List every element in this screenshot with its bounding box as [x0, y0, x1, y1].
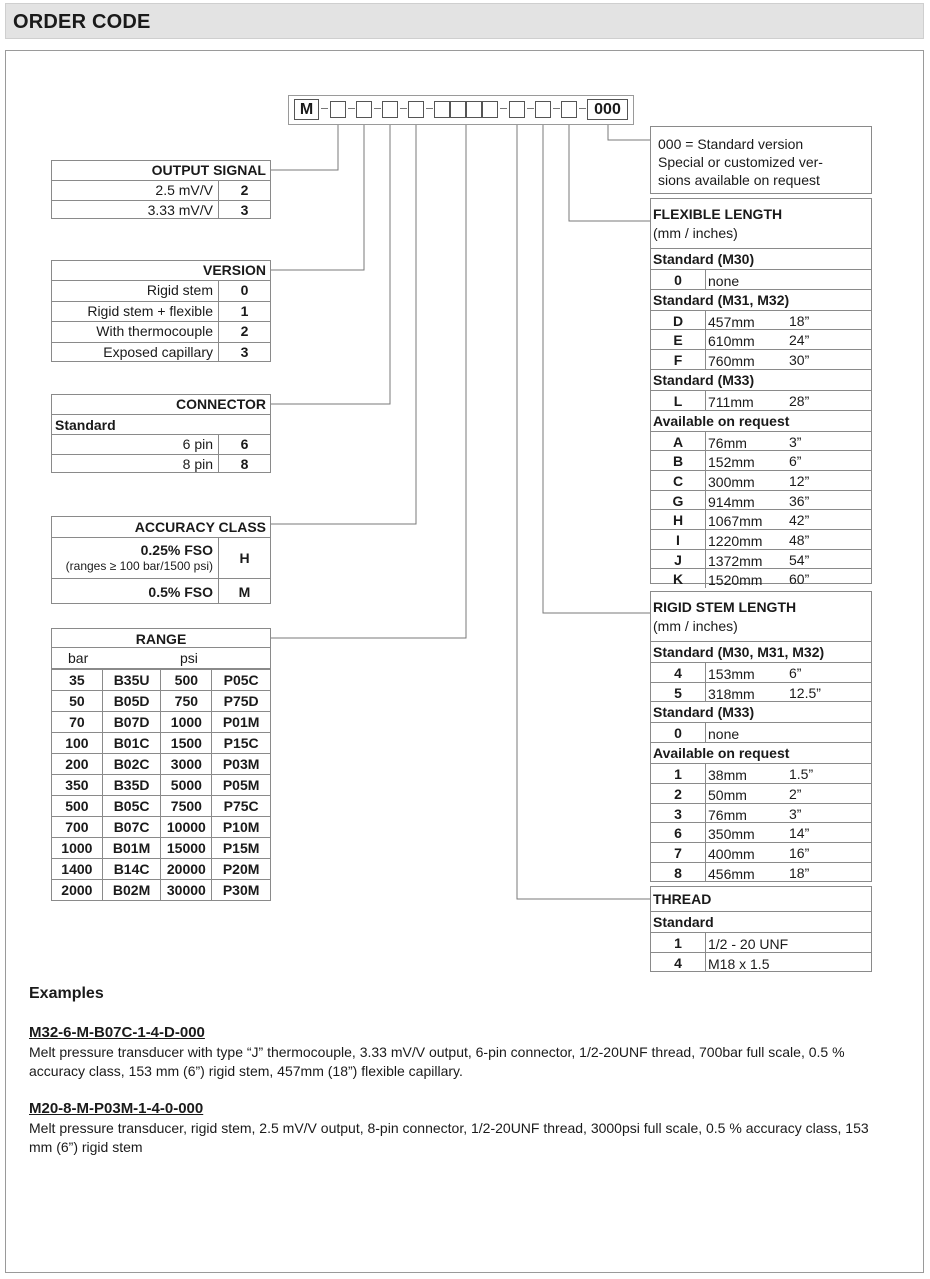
section-heading: Available on request: [651, 742, 871, 763]
range-cell: P05M: [212, 775, 271, 796]
table-row: [651, 450, 871, 470]
row-code: 1: [651, 764, 706, 783]
row-code: 6: [651, 823, 706, 842]
range-cell: 7500: [161, 796, 212, 817]
note-line: Special or customized ver-: [658, 154, 823, 170]
example-code: M32-6-M-B07C-1-4-D-000: [29, 1024, 205, 1041]
range-row: [52, 859, 271, 880]
range-cell: 1000: [161, 712, 212, 733]
accuracy-table: [51, 516, 271, 604]
row-label: Exposed capillary: [103, 344, 213, 360]
row-code: C: [651, 471, 706, 490]
row-code: 2: [218, 181, 270, 200]
range-cell: B35U: [102, 670, 161, 691]
row-mm-value: 456mm: [708, 865, 755, 882]
row-code: 2: [218, 322, 270, 342]
output-signal-title: OUTPUT SIGNAL: [151, 162, 266, 178]
row-code: 0: [651, 270, 706, 289]
table-row: [52, 180, 270, 200]
range-cell: 70: [52, 712, 103, 733]
row-code: 5: [651, 683, 706, 702]
row-code: 3: [651, 804, 706, 823]
psi-unit-label: psi: [180, 650, 198, 666]
row-code: 3: [218, 201, 270, 219]
table-row: [651, 269, 871, 289]
row-code: 8: [218, 455, 270, 473]
example-description: Melt pressure transducer, rigid stem, 2.5 mV/V output, 8-pin connector, 1/2-20UNF thread, 3000psi full scale, 0.5 % accuracy class, 153 mm (6”) rigid stem: [29, 1120, 869, 1155]
row-mm-value: 1372mm: [708, 552, 763, 569]
code-box-output: [330, 101, 346, 118]
row-mm-value: 711mm: [708, 393, 754, 410]
example-code: M20-8-M-P03M-1-4-0-000: [29, 1100, 204, 1117]
row-mm-value: 76mm: [708, 806, 747, 823]
code-dash: [579, 108, 586, 109]
table-row: [651, 470, 871, 490]
row-code: M: [218, 579, 270, 604]
row-inch-value: 54”: [789, 551, 810, 568]
row-mm-value: 76mm: [708, 434, 747, 451]
table-row: [651, 783, 871, 803]
code-box-range-3: [466, 101, 482, 118]
range-cell: B01M: [102, 838, 161, 859]
range-cell: 700: [52, 817, 103, 838]
example-description: Melt pressure transducer with type “J” thermocouple, 3.33 mV/V output, 6-pin connector, 1/2-20UNF thread, 700bar full scale, 0.5 % accuracy class, 153 mm (6”) rigid stem, 457mm (18”) flexible capillary.: [29, 1044, 845, 1079]
code-box-accuracy: [408, 101, 424, 118]
row-code: K: [651, 569, 706, 588]
connector-title: CONNECTOR: [176, 396, 266, 412]
row-inch-value: 12.5”: [789, 684, 821, 701]
range-cell: 350: [52, 775, 103, 796]
row-inch-value: 12”: [789, 472, 810, 489]
row-code: H: [651, 510, 706, 529]
table-row: [651, 390, 871, 410]
row-inch-value: 3”: [789, 805, 802, 822]
range-cell: 100: [52, 733, 103, 754]
range-cell: B05D: [102, 691, 161, 712]
range-title: RANGE: [51, 628, 271, 648]
range-row: [52, 754, 271, 775]
table-row: [52, 280, 270, 301]
range-cell: 1000: [52, 838, 103, 859]
row-label: Rigid stem: [146, 282, 213, 298]
row-label: 8 pin: [182, 456, 213, 472]
code-dash: [374, 108, 381, 109]
range-cell: 5000: [161, 775, 212, 796]
row-code: 3: [218, 343, 270, 362]
thread-title: THREAD: [653, 891, 712, 907]
code-box-range-1: [434, 101, 450, 118]
code-dash: [500, 108, 507, 109]
row-inch-value: 18”: [789, 864, 810, 881]
range-cell: B02C: [102, 754, 161, 775]
row-code: 0: [651, 723, 706, 742]
version-table: [51, 260, 271, 362]
range-cell: B07C: [102, 817, 161, 838]
range-cell: B14C: [102, 859, 161, 880]
flexible-length-subtitle: (mm / inches): [653, 225, 738, 241]
row-inch-value: 16”: [789, 844, 810, 861]
range-cell: P03M: [212, 754, 271, 775]
range-cell: 50: [52, 691, 103, 712]
range-row: [52, 796, 271, 817]
range-row: [52, 880, 271, 901]
range-cell: P20M: [212, 859, 271, 880]
rigid-stem-subtitle: (mm / inches): [653, 618, 738, 634]
table-row: [651, 490, 871, 510]
row-code: 1: [651, 933, 706, 952]
row-code: G: [651, 491, 706, 510]
row-inch-value: 48”: [789, 532, 810, 548]
range-cell: 15000: [161, 838, 212, 859]
connector-table: [51, 394, 271, 473]
row-code: 8: [651, 863, 706, 882]
row-inch-value: 6”: [789, 665, 802, 681]
row-code: E: [651, 330, 706, 349]
flexible-length-title: FLEXIBLE LENGTH: [653, 206, 783, 222]
range-cell: 2000: [52, 880, 103, 901]
table-row: [651, 862, 871, 882]
row-mm-value: 1220mm: [708, 533, 763, 549]
section-heading: Standard (M30, M31, M32): [651, 641, 871, 662]
row-code: I: [651, 530, 706, 549]
row-inch-value: 3”: [789, 433, 802, 450]
table-row: [651, 431, 871, 451]
code-box-version: [356, 101, 372, 118]
range-grid: [51, 669, 271, 901]
code-dash: [321, 108, 328, 109]
row-inch-value: 36”: [789, 492, 810, 509]
page-title: ORDER CODE: [13, 11, 151, 33]
range-cell: P15C: [212, 733, 271, 754]
range-cell: P30M: [212, 880, 271, 901]
row-label: 6 pin: [182, 436, 213, 452]
examples-heading: Examples: [29, 985, 104, 1002]
row-code: 1: [218, 302, 270, 321]
code-prefix-box: M: [294, 99, 319, 120]
table-row: [651, 310, 871, 330]
row-code: 2: [651, 784, 706, 803]
range-cell: P10M: [212, 817, 271, 838]
table-row: [651, 529, 871, 549]
row-label: 2.5 mV/V: [155, 182, 213, 198]
range-cell: 35: [52, 670, 103, 691]
row-mm-value: 318mm: [708, 685, 755, 702]
row-inch-value: 2”: [789, 785, 802, 802]
code-box-rigid-stem: [535, 101, 551, 118]
range-row: [52, 775, 271, 796]
row-mm-value: 760mm: [708, 353, 755, 370]
code-box-flexible: [561, 101, 577, 118]
row-code: 4: [651, 953, 706, 972]
table-row: [52, 301, 270, 321]
row-inch-value: 14”: [789, 825, 810, 842]
row-label: 0.25% FSO: [140, 542, 213, 558]
thread-table: [650, 886, 872, 972]
range-row: [52, 733, 271, 754]
table-row: [52, 321, 270, 342]
section-heading: Standard: [651, 911, 871, 932]
range-row: [52, 670, 271, 691]
standard-version-note: [650, 126, 872, 194]
range-cell: P05C: [212, 670, 271, 691]
row-code: 7: [651, 843, 706, 862]
code-dash: [553, 108, 560, 109]
table-row: [651, 549, 871, 569]
code-box-connector: [382, 101, 398, 118]
row-mm-value: 152mm: [708, 454, 755, 471]
section-heading: Available on request: [651, 410, 871, 431]
rigid-stem-table: [650, 591, 872, 882]
code-suffix-box: 000: [587, 99, 628, 120]
range-cell: B07D: [102, 712, 161, 733]
row-inch-value: 1.5”: [789, 766, 814, 783]
row-inch-value: 24”: [789, 332, 810, 349]
row-code: H: [218, 538, 270, 578]
range-body: [52, 670, 271, 901]
range-row: [52, 838, 271, 859]
range-row: [52, 817, 271, 838]
table-row: [52, 578, 270, 604]
range-cell: 20000: [161, 859, 212, 880]
range-cell: P15M: [212, 838, 271, 859]
row-inch-value: 42”: [789, 512, 810, 529]
table-row: [52, 537, 270, 578]
table-row: [651, 349, 871, 369]
range-cell: B35D: [102, 775, 161, 796]
table-row: [651, 682, 871, 702]
section-heading: Standard (M33): [651, 701, 871, 722]
row-mm-value: 610mm: [708, 333, 755, 350]
section-heading: Standard (M33): [651, 369, 871, 390]
range-cell: P75D: [212, 691, 271, 712]
row-mm-value: 38mm: [708, 767, 747, 784]
row-mm-value: 1067mm: [708, 513, 763, 530]
row-mm-value: 914mm: [708, 493, 755, 510]
row-code: L: [651, 391, 706, 410]
row-code: 6: [218, 435, 270, 454]
row-code: 0: [218, 281, 270, 301]
range-cell: 1500: [161, 733, 212, 754]
row-mm-value: 153mm: [708, 666, 755, 682]
table-row: [651, 722, 871, 742]
row-inch-value: 60”: [789, 571, 810, 588]
range-cell: B02M: [102, 880, 161, 901]
row-inch-value: 18”: [789, 312, 810, 329]
table-row: [651, 329, 871, 349]
row-mm-value: 300mm: [708, 473, 755, 490]
connector-section: Standard: [52, 414, 270, 434]
range-row: [52, 712, 271, 733]
row-note: (ranges ≥ 100 bar/1500 psi): [65, 559, 213, 573]
section-heading: Standard (M31, M32): [651, 289, 871, 310]
row-label: Rigid stem + flexible: [87, 303, 213, 319]
range-row: [52, 691, 271, 712]
row-mm-value: 1/2 - 20 UNF: [708, 936, 789, 952]
table-row: [651, 803, 871, 823]
row-mm-value: none: [708, 273, 740, 289]
range-cell: 750: [161, 691, 212, 712]
table-row: [52, 200, 270, 219]
range-cell: B05C: [102, 796, 161, 817]
row-mm-value: 400mm: [708, 845, 755, 862]
rigid-stem-title: RIGID STEM LENGTH: [653, 599, 797, 615]
range-cell: 30000: [161, 880, 212, 901]
code-dash: [400, 108, 407, 109]
table-row: [651, 952, 871, 972]
output-signal-table: [51, 160, 271, 219]
table-row: [651, 763, 871, 783]
table-row: [651, 662, 871, 682]
table-row: [651, 822, 871, 842]
range-cell: 10000: [161, 817, 212, 838]
row-mm-value: 350mm: [708, 826, 755, 843]
row-inch-value: 6”: [789, 453, 802, 470]
table-row: [52, 342, 270, 362]
range-cell: 500: [52, 796, 103, 817]
row-code: J: [651, 550, 706, 569]
table-row: [52, 454, 270, 473]
accuracy-title: ACCURACY CLASS: [134, 519, 266, 535]
code-dash: [348, 108, 355, 109]
code-dash: [527, 108, 534, 109]
range-cell: P75C: [212, 796, 271, 817]
note-line: 000 = Standard version: [658, 136, 804, 152]
code-box-range-2: [450, 101, 466, 118]
row-mm-value: M18 x 1.5: [708, 955, 770, 972]
section-heading: Standard (M30): [651, 248, 871, 269]
row-label: 0.5% FSO: [148, 584, 213, 600]
table-row: [651, 509, 871, 529]
row-mm-value: 50mm: [708, 786, 747, 803]
note-line: sions available on request: [658, 172, 820, 188]
code-box-thread: [509, 101, 525, 118]
range-cell: 3000: [161, 754, 212, 775]
row-code: 4: [651, 663, 706, 682]
table-row: [52, 434, 270, 454]
row-mm-value: 1520mm: [708, 572, 763, 589]
row-mm-value: none: [708, 726, 740, 743]
row-inch-value: 28”: [789, 392, 810, 409]
code-box-range-4: [482, 101, 498, 118]
row-mm-value: 457mm: [708, 313, 755, 330]
version-title: VERSION: [202, 262, 266, 278]
row-code: A: [651, 432, 706, 451]
code-dash: [426, 108, 433, 109]
bar-unit-label: bar: [68, 650, 89, 666]
range-table: [51, 628, 271, 901]
row-inch-value: 30”: [789, 352, 810, 369]
range-units-row: [51, 648, 271, 669]
table-row: [651, 568, 871, 588]
table-row: [651, 842, 871, 862]
row-code: B: [651, 451, 706, 470]
range-cell: 500: [161, 670, 212, 691]
row-label: With thermocouple: [96, 323, 213, 339]
row-label: 3.33 mV/V: [147, 202, 213, 218]
range-cell: 1400: [52, 859, 103, 880]
row-code: D: [651, 311, 706, 330]
flexible-length-table: [650, 198, 872, 589]
range-cell: B01C: [102, 733, 161, 754]
range-cell: P01M: [212, 712, 271, 733]
range-cell: 200: [52, 754, 103, 775]
row-code: F: [651, 350, 706, 369]
table-row: [651, 932, 871, 952]
